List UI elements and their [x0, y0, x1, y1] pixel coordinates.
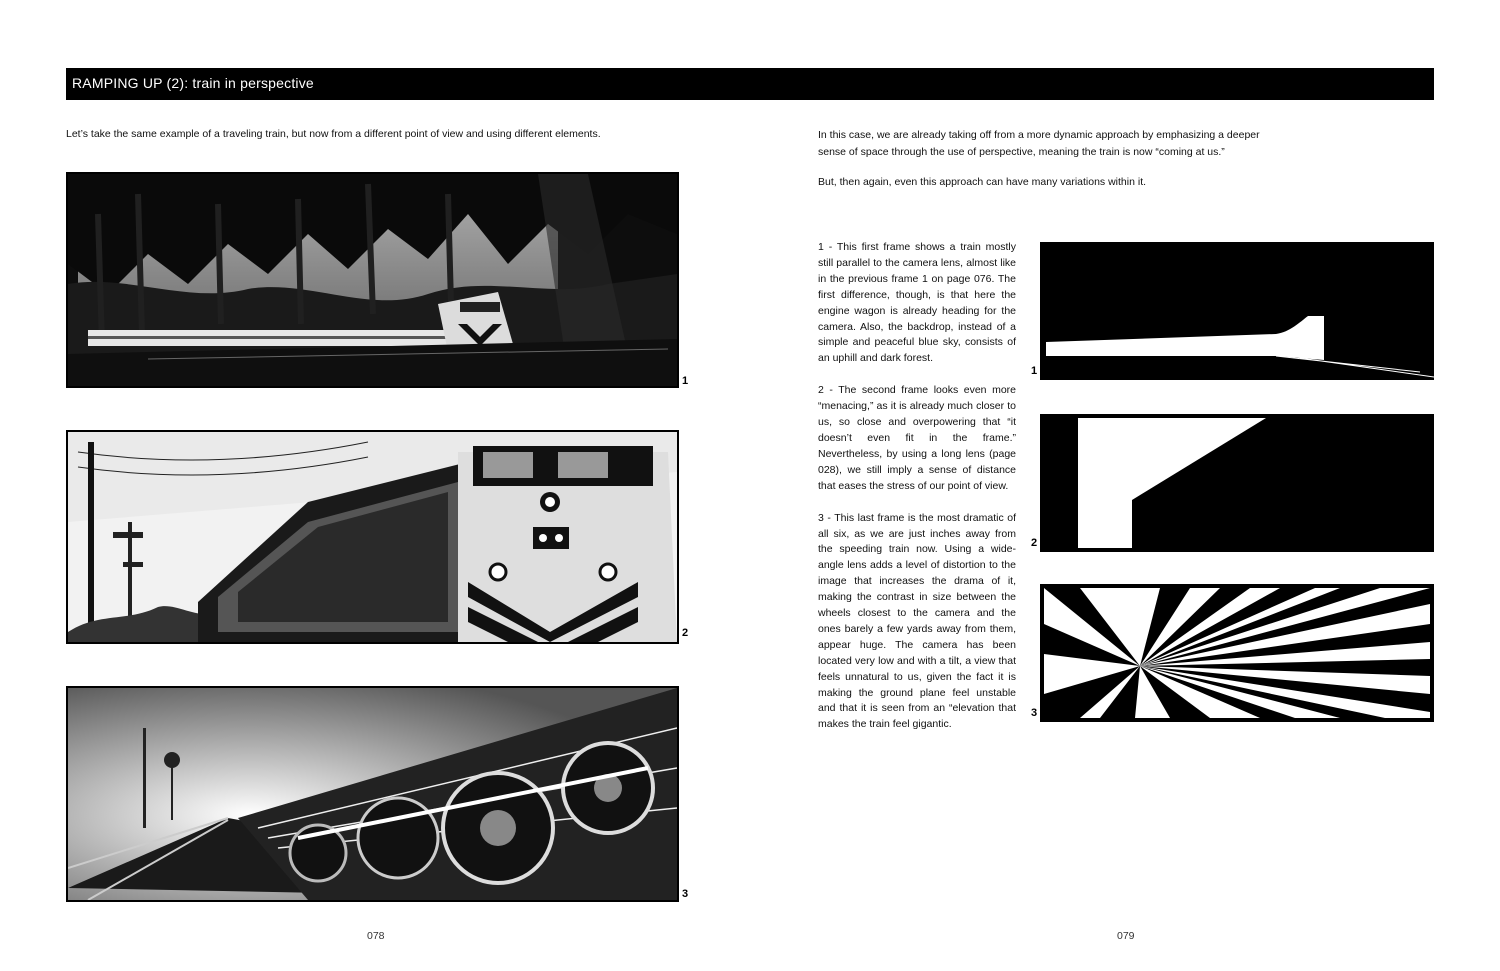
frame-descriptions — [818, 240, 1016, 749]
perspective-diagram-1 — [1040, 242, 1434, 380]
composition-diagram-2 — [1040, 414, 1434, 552]
right-intro — [818, 127, 1288, 204]
storyboard-frame-3 — [66, 686, 679, 902]
right-intro-paragraph-1: In this case, we are already taking off from a more dynamic approach by emphasizing a deeper sense of space through the use of perspective, meaning the train is now “coming at us.” — [818, 129, 1260, 158]
locomotive-illustration — [68, 432, 677, 642]
frame-number-1: 1 — [682, 375, 689, 387]
frame-description-1: 1 - This first frame shows a train mostly still parallel to the camera lens, almost like in the previous frame 1 on page 076. The first difference, though, is that here the engine wagon is already heading for the camera. Also, the backdrop, instead of a simple and peaceful blue sky, consists of an uphill and dark forest. — [818, 241, 1016, 365]
left-intro-text: Let’s take the same example of a traveling train, but now from a different point of view and using different elements. — [66, 128, 601, 140]
perspective-diagram-2 — [1040, 414, 1434, 552]
page-number-left: 078 — [367, 930, 385, 942]
section-title: RAMPING UP (2): train in perspective — [72, 75, 314, 91]
perspective-diagram-3 — [1040, 584, 1434, 722]
thumbnail-number-1: 1 — [1031, 365, 1038, 377]
right-intro-paragraph-2: But, then again, even this approach can have many variations within it. — [818, 176, 1147, 188]
thumbnail-number-3: 3 — [1031, 707, 1038, 719]
frame-number-2: 2 — [682, 627, 689, 639]
train-wheels-illustration — [68, 688, 677, 900]
composition-diagram-3 — [1040, 584, 1434, 722]
section-header-bar — [66, 68, 1434, 100]
page-number-right: 079 — [1117, 930, 1135, 942]
frame-number-3: 3 — [682, 888, 689, 900]
frame-description-3: 3 - This last frame is the most dramatic of all six, as we are just inches away from the speeding train now. Using a wide-angle lens adds a level of distortion to the image that increases the drama of it, making the contrast in size between the wheels closest to the camera and the ones barely a few yards away from them, appear huge. The camera has been located very low and with a tilt, a view that feels unnatural to us, given the fact it is making the ground plane feel unstable and that it is seen from an “elevation that makes the train feel gigantic. — [818, 511, 1016, 731]
frame-description-2: 2 - The second frame looks even more “menacing,” as it is already much closer to us, so close and overpowering that “it doesn’t even fit in the frame.” Nevertheless, by using a long lens (page 028), we still imply a sense of distance that eases the stress of our point of view. — [818, 384, 1016, 492]
storyboard-frame-1 — [66, 172, 679, 388]
storyboard-frame-2 — [66, 430, 679, 644]
composition-diagram-1 — [1040, 242, 1434, 380]
thumbnail-number-2: 2 — [1031, 537, 1038, 549]
forest-train-illustration — [68, 174, 677, 386]
